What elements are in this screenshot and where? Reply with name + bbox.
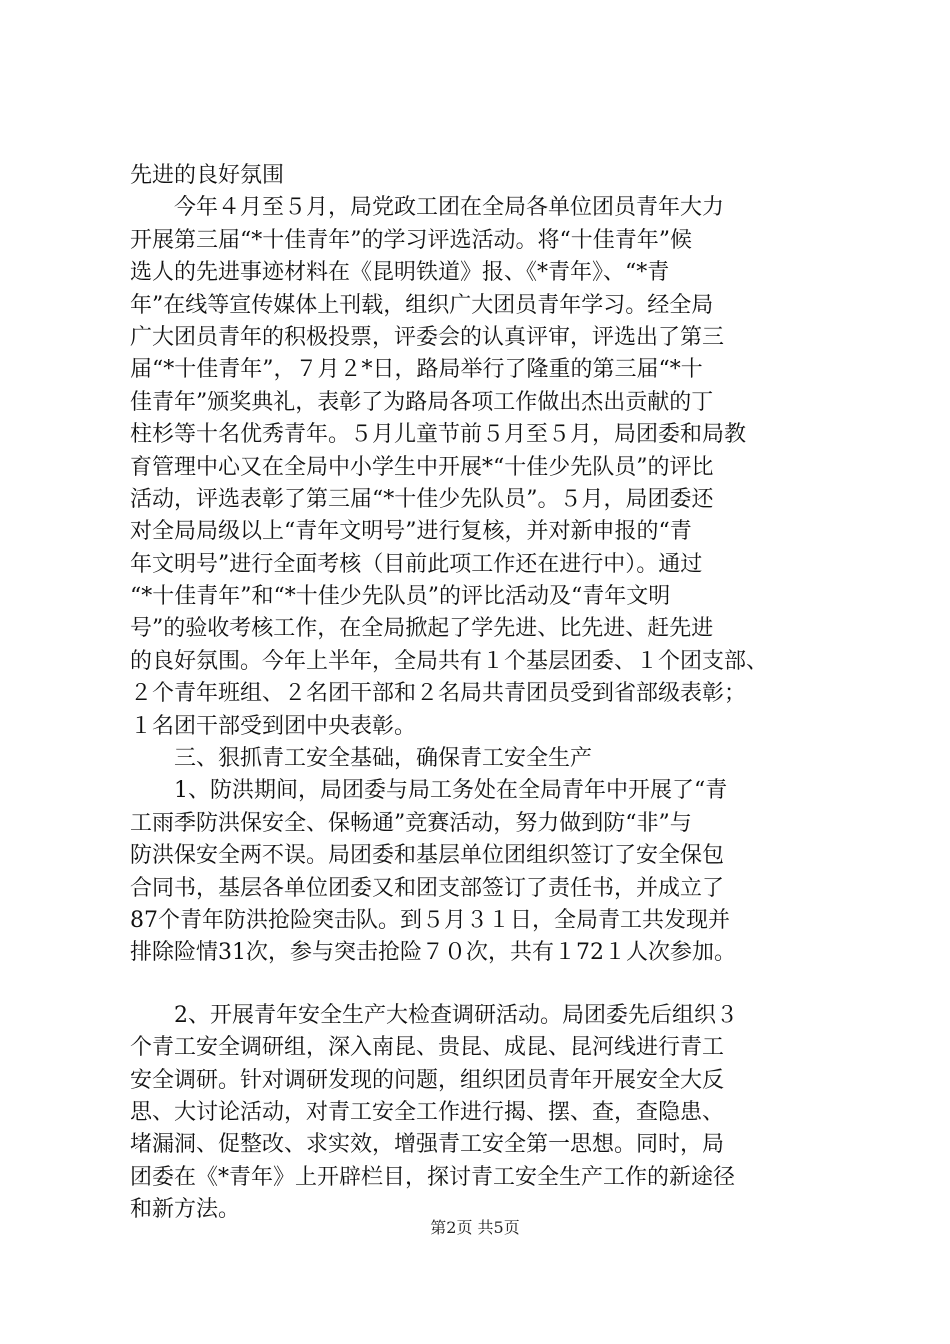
- document-body: [130, 160, 858, 1227]
- text-line: 个青工安全调研组，深入南昆、贵昆、成昆、昆河线进行青工: [130, 1035, 725, 1061]
- text-line: 87个青年防洪抢险突击队。到５月３１日，全局青工共发现并: [130, 907, 730, 933]
- text-line: 堵漏洞、促整改、求实效，增强青工安全第一思想。同时，局: [130, 1132, 725, 1158]
- text-line: 年文明号”进行全面考核（目前此项工作还在进行中）。通过: [130, 551, 703, 577]
- text-line: 防洪保安全两不误。局团委和基层单位团组织签订了安全保包: [130, 843, 725, 869]
- paragraph-safety-inspection: [130, 1000, 858, 1227]
- page-number-footer: 第2页 共5页: [430, 1218, 520, 1237]
- text-line: 和新方法。: [130, 1197, 241, 1223]
- text-line: 对全局局级以上“青年文明号”进行复核，并对新申报的“青: [130, 519, 692, 545]
- text-line: 团委在《*青年》上开辟栏目，探讨青工安全生产工作的新途径: [130, 1164, 736, 1190]
- text-line: 先进的良好氛围: [130, 163, 285, 188]
- text-line: 工雨季防洪保安全、保畅通”竞赛活动，努力做到防“非”与: [130, 810, 692, 836]
- text-line: 柱杉等十名优秀青年。５月儿童节前５月至５月，局团委和局教: [130, 422, 747, 448]
- paragraph-ten-best-youth: [130, 192, 858, 743]
- text-line: 排除险情31次，参与突击抢险７０次，共有１72１人次参加。: [130, 940, 736, 966]
- heading-text: 三、狠抓青工安全基础，确保青工安全生产: [130, 746, 593, 772]
- section-heading: [130, 743, 858, 775]
- text-line: “*十佳青年”和“*十佳少先队员”的评比活动及“青年文明: [130, 584, 671, 610]
- text-line: 选人的先进事迹材料在《昆明铁道》报、《*青年》、“*青: [130, 260, 670, 286]
- text-line: 安全调研。针对调研发现的问题，组织团员青年开展安全大反: [130, 1067, 725, 1093]
- paragraph-flood-prevention: [130, 775, 858, 969]
- text-line: １名团干部受到团中央表彰。: [130, 713, 417, 739]
- text-line: 2、开展青年安全生产大检查调研活动。局团委先后组织３: [130, 1002, 738, 1028]
- text-line: 广大团员青年的积极投票，评委会的认真评审，评选出了第三: [130, 324, 725, 350]
- text-line: 1、防洪期间，局团委与局工务处在全局青年中开展了“青: [130, 778, 728, 804]
- text-line: 开展第三届“*十佳青年”的学习评选活动。将“十佳青年”候: [130, 227, 692, 253]
- text-line: 届“*十佳青年”，７月２*日，路局举行了隆重的第三届“*十: [130, 357, 703, 383]
- text-line: 合同书，基层各单位团委又和团支部签订了责任书，并成立了: [130, 875, 725, 901]
- text-line: 年”在线等宣传媒体上刊载，组织广大团员青年学习。经全局: [130, 292, 714, 318]
- text-line: 佳青年”颁奖典礼，表彰了为路局各项工作做出杰出贡献的丁: [130, 389, 714, 415]
- text-line: 活动，评选表彰了第三届“*十佳少先队员”。５月，局团委还: [130, 486, 714, 512]
- paragraph-continuation: [130, 160, 858, 192]
- text-line: 今年４月至５月，局党政工团在全局各单位团员青年大力: [130, 195, 725, 221]
- text-line: ２个青年班组、２名团干部和２名局共青团员受到省部级表彰；: [130, 681, 747, 707]
- text-line: 号”的验收考核工作，在全局掀起了学先进、比先进、赶先进: [130, 616, 714, 642]
- text-line: 思、大讨论活动，对青工安全工作进行揭、摆、查，查隐患、: [130, 1099, 725, 1125]
- text-line: 的良好氛围。今年上半年，全局共有１个基层团委、１个团支部、: [130, 648, 769, 674]
- paragraph-gap: [130, 970, 858, 1000]
- text-line: 育管理中心又在全局中小学生中开展*“十佳少先队员”的评比: [130, 454, 714, 480]
